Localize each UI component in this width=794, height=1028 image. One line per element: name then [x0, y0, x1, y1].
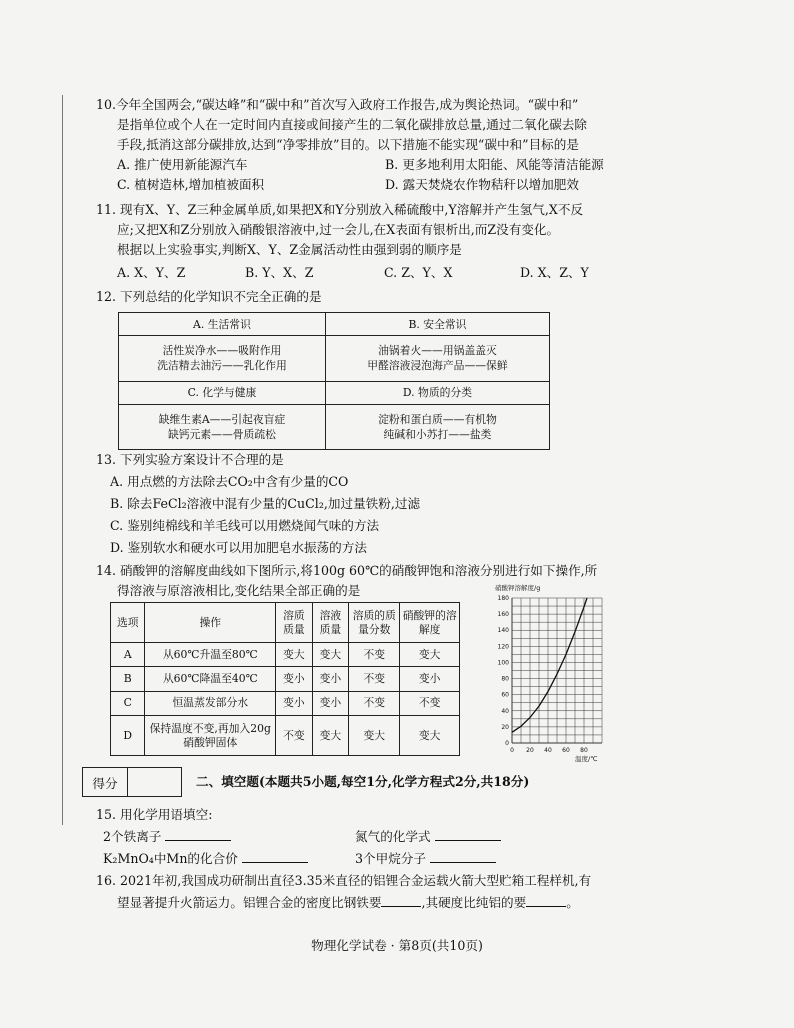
q14-header-solution-mass: 溶液质量 — [312, 603, 349, 643]
q14-row-a-mass-fraction: 不变 — [349, 643, 400, 667]
q14-row-b-solubility: 变小 — [400, 667, 460, 691]
q11-stem-line1: 11. 现有X、Y、Z三种金属单质,如果把X和Y分别放入稀硫酸中,Y溶解并产生氢气,X不反 — [96, 202, 584, 217]
q15-c-label: K₂MnO₄中Mn的化合价 — [103, 851, 238, 866]
q14-row-d-mass-fraction: 变大 — [349, 716, 400, 756]
q16-hardness-blank[interactable] — [526, 895, 566, 907]
q13-option-d[interactable]: D. 鉴别软水和硬水可以用加肥皂水振荡的方法 — [110, 540, 367, 555]
q15-item-c — [103, 851, 308, 867]
q14-header-option: 选项 — [111, 603, 145, 643]
q14-stem-line2: 得溶液与原溶液相比,变化结果全部正确的是 — [117, 583, 361, 598]
q15-item-b — [355, 829, 501, 845]
q14-row-d-option: D — [111, 716, 145, 756]
q14-stem-line1: 14. 硝酸钾的溶解度曲线如下图所示,将100g 60℃的硝酸钾饱和溶液分别进行如下操作,所 — [96, 563, 598, 578]
q16-stem-line2 — [117, 895, 579, 911]
q14-row-c-operation: 恒温蒸发部分水 — [145, 691, 276, 715]
q14-row-b-mass-fraction: 不变 — [349, 667, 400, 691]
q15-b-label: 氮气的化学式 — [355, 829, 431, 844]
q14-header-mass-fraction: 溶质的质量分数 — [349, 603, 400, 643]
q12-a-line1: 活性炭净水——吸附作用 — [162, 344, 282, 358]
q13-option-c[interactable]: C. 鉴别纯棉线和羊毛线可以用燃烧闻气味的方法 — [110, 518, 380, 533]
table-row — [111, 716, 460, 756]
y-tick-label: 160 — [497, 611, 509, 619]
q10-option-a[interactable]: A. 推广使用新能源汽车 — [117, 157, 248, 172]
score-box — [82, 767, 182, 797]
q16-stem-line1: 16. 2021年初,我国成功研制出直径3.35米直径的铝锂合金运载火箭大型贮箱工程样机,有 — [96, 873, 592, 888]
q15-a-blank[interactable] — [165, 829, 231, 841]
q14-header-solubility: 硝酸钾的溶解度 — [400, 603, 460, 643]
q14-row-c-solute-mass: 变小 — [276, 691, 313, 715]
chart-y-ticks — [498, 595, 510, 747]
q12-c-line1: 缺维生素A——引起夜盲症 — [158, 412, 286, 426]
q10-option-c[interactable]: C. 植树造林,增加植被面积 — [117, 177, 265, 192]
q12-knowledge-table — [118, 312, 550, 450]
q12-cell-b — [325, 336, 549, 382]
table-row — [111, 667, 460, 691]
solubility-curve — [512, 598, 587, 732]
q15-a-label: 2个铁离子 — [103, 829, 162, 844]
q14-row-c-solubility: 不变 — [400, 691, 460, 715]
q12-head-b: B. 安全常识 — [325, 313, 549, 336]
q14-row-a-option: A — [111, 643, 145, 667]
y-tick-label: 80 — [501, 675, 509, 683]
table-row — [111, 691, 460, 715]
y-tick-label: 100 — [497, 659, 509, 667]
q15-item-d — [355, 851, 496, 867]
q11-option-d[interactable]: D. X、Z、Y — [520, 265, 589, 280]
q12-d-line2: 纯碱和小苏打——盐类 — [383, 427, 492, 441]
y-tick-label: 140 — [497, 627, 509, 635]
q12-cell-d — [325, 404, 549, 450]
q11-stem-line2: 应;又把X和Z分别放入硝酸银溶液中,过一会儿,在X表面有银析出,而Z没有变化。 — [117, 222, 560, 237]
q11-stem-line3: 根据以上实验事实,判断X、Y、Z金属活动性由强到弱的顺序是 — [117, 242, 462, 257]
q12-b-line1: 油锅着火——用锅盖盖灭 — [378, 344, 497, 358]
q14-row-c-solution-mass: 变小 — [312, 691, 349, 715]
q14-row-a-solubility: 变大 — [400, 643, 460, 667]
solubility-chart — [490, 580, 610, 765]
q11-option-b[interactable]: B. Y、X、Z — [245, 265, 314, 280]
q13-stem: 13. 下列实验方案设计不合理的是 — [96, 452, 284, 467]
q10-stem-line2: 是指单位或个人在一定时间内直接或间接产生的二氧化碳排放总量,通过二氧化碳去除 — [117, 117, 587, 132]
y-tick-label: 40 — [501, 707, 509, 715]
q10-option-b[interactable]: B. 更多地利用太阳能、风能等清洁能源 — [385, 157, 604, 172]
q14-row-b-operation: 从60℃降温至40℃ — [145, 667, 276, 691]
q12-head-d: D. 物质的分类 — [325, 381, 549, 404]
q14-row-c-option: C — [111, 691, 145, 715]
q14-row-a-solute-mass: 变大 — [276, 643, 313, 667]
q12-head-a: A. 生活常识 — [119, 313, 326, 336]
chart-x-ticks — [510, 747, 588, 754]
y-tick-label: 60 — [501, 691, 509, 699]
q10-stem-line1: 10.今年全国两会,“碳达峰”和“碳中和”首次写入政府工作报告,成为舆论热词。“碳中和” — [96, 97, 579, 112]
q11-option-c[interactable]: C. Z、Y、X — [384, 265, 453, 280]
q14-row-b-option: B — [111, 667, 145, 691]
y-tick-label: 180 — [497, 595, 509, 602]
x-tick-label: 60 — [562, 747, 570, 754]
q10-stem-line3: 手段,抵消这部分碳排放,达到“净零排放”目的。以下措施不能实现“碳中和”目标的是 — [117, 137, 579, 152]
q15-b-blank[interactable] — [435, 829, 501, 841]
q12-cell-c — [119, 404, 326, 450]
q11-option-a[interactable]: A. X、Y、Z — [117, 265, 186, 280]
q15-c-blank[interactable] — [242, 851, 308, 863]
q14-row-a-solution-mass: 变大 — [312, 643, 349, 667]
q16-text-b: ,其硬度比纯铝的要 — [421, 895, 527, 910]
q14-row-b-solute-mass: 变小 — [276, 667, 313, 691]
q14-row-b-solution-mass: 变小 — [312, 667, 349, 691]
q12-b-line2: 甲醛溶液浸泡海产品——保鲜 — [367, 359, 508, 373]
q14-row-c-mass-fraction: 不变 — [349, 691, 400, 715]
chart-xlabel: 温度/℃ — [575, 755, 598, 763]
page-footer: 物理化学试卷 · 第8页(共10页) — [311, 938, 483, 953]
q13-option-a[interactable]: A. 用点燃的方法除去CO₂中含有少量的CO — [110, 474, 349, 489]
q14-header-operation: 操作 — [145, 603, 276, 643]
y-tick-label: 0 — [505, 740, 509, 747]
q14-operation-table — [110, 602, 460, 756]
q14-row-d-solubility: 变大 — [400, 716, 460, 756]
q10-option-d[interactable]: D. 露天焚烧农作物秸秆以增加肥效 — [385, 177, 579, 192]
q16-text-a: 望显著提升火箭运力。铝锂合金的密度比钢铁要 — [117, 895, 382, 910]
q16-text-c: 。 — [566, 895, 579, 910]
x-tick-label: 80 — [580, 747, 588, 754]
q12-c-line2: 缺钙元素——骨质疏松 — [167, 427, 276, 441]
q12-d-line1: 淀粉和蛋白质——有机物 — [378, 412, 497, 426]
q14-row-d-operation: 保持温度不变,再加入20g硝酸钾固体 — [145, 716, 276, 756]
x-tick-label: 40 — [544, 747, 552, 754]
section2-title: 二、填空题(本题共5小题,每空1分,化学方程式2分,共18分) — [196, 774, 530, 789]
page-edge-line — [62, 95, 63, 825]
q13-option-b[interactable]: B. 除去FeCl₂溶液中混有少量的CuCl₂,加过量铁粉,过滤 — [110, 496, 421, 511]
x-tick-label: 0 — [510, 747, 514, 754]
q14-row-a-operation: 从60℃升温至80℃ — [145, 643, 276, 667]
q12-head-c: C. 化学与健康 — [119, 381, 326, 404]
y-tick-label: 20 — [501, 723, 509, 731]
q12-stem: 12. 下列总结的化学知识不完全正确的是 — [96, 289, 322, 304]
score-input-area[interactable] — [128, 768, 181, 796]
table-row — [111, 643, 460, 667]
y-tick-label: 120 — [497, 643, 509, 651]
q15-d-label: 3个甲烷分子 — [355, 851, 426, 866]
chart-ylabel: 硝酸钾溶解度/g — [495, 584, 541, 592]
q12-a-line2: 洗洁精去油污——乳化作用 — [157, 359, 287, 373]
q15-item-a — [103, 829, 231, 845]
q14-header-solute-mass: 溶质质量 — [276, 603, 313, 643]
q14-row-d-solute-mass: 不变 — [276, 716, 313, 756]
q15-d-blank[interactable] — [430, 851, 496, 863]
q15-stem: 15. 用化学用语填空: — [96, 807, 213, 822]
score-label: 得分 — [83, 768, 128, 796]
q14-row-d-solution-mass: 变大 — [312, 716, 349, 756]
x-tick-label: 20 — [526, 747, 534, 754]
q16-density-blank[interactable] — [381, 895, 421, 907]
q12-cell-a — [119, 336, 326, 382]
